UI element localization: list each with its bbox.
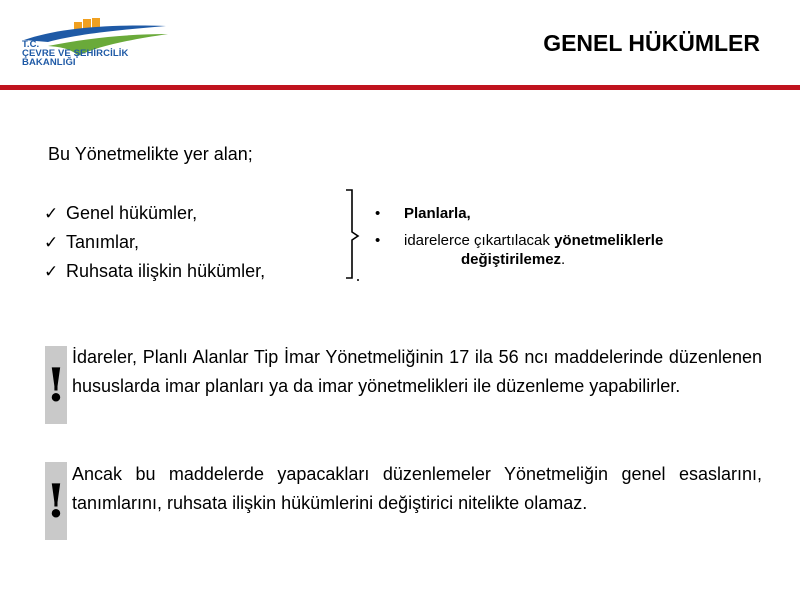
bullet-item (375, 200, 663, 227)
checklist (44, 199, 265, 286)
bullet-continuation-bold: değiştirilemez (461, 251, 562, 268)
bullet-continuation (404, 250, 663, 270)
header-divider (0, 85, 800, 90)
paragraph-1: İdareler, Planlı Alanlar Tip İmar Yönetmeliğinin 17 ila 56 ncı maddelerinde düzenlenen hususlarda imar planları ya da imar yönetmelikleri ile düzenleme yapabilirler. (72, 347, 762, 396)
exclamation-icon: ! (45, 462, 67, 540)
checklist-item (44, 199, 265, 228)
checklist-item-label: Tanımlar, (66, 232, 140, 252)
bullet-item (375, 227, 663, 270)
checklist-item (44, 228, 265, 257)
checklist-item-label: Ruhsata ilişkin hükümler, (66, 261, 266, 281)
checkmark-icon: ✓ (44, 261, 59, 281)
page-title: GENEL HÜKÜMLER (543, 30, 760, 56)
exclamation-icon: ! (45, 346, 67, 424)
logo-line-bakanlik: BAKANLIĞI (22, 57, 76, 68)
paragraph-2: Ancak bu maddelerde yapacakları düzenlemeler Yönetmeliğin genel esaslarını, tanımlarını, ruhsata ilişkin hükümlerini değiştirici nitelikte olamaz. (72, 464, 762, 513)
bullet-icon: • (375, 232, 381, 249)
intro-text: Bu Yönetmelikte yer alan; (48, 144, 253, 164)
ministry-logo (18, 16, 178, 76)
checkmark-icon: ✓ (44, 232, 59, 252)
checklist-item (44, 257, 265, 286)
logo-text (22, 40, 128, 67)
checklist-item-label: Genel hükümler, (66, 203, 198, 223)
logo-line-ministry: ÇEVRE VE ŞEHİRCİLİK (22, 48, 129, 59)
bullet-item-label: idarelerce çıkartılacak (404, 232, 555, 249)
bullet-item-bold: yönetmeliklerle (554, 232, 664, 249)
bullet-icon: • (375, 205, 381, 222)
logo-line-tc: T.C. (22, 39, 40, 50)
bullet-list (375, 200, 663, 270)
bullet-item-label: Planlarla, (404, 205, 471, 222)
bullet-continuation-end: . (561, 251, 566, 268)
checkmark-icon: ✓ (44, 203, 59, 223)
right-brace-icon (340, 188, 362, 284)
